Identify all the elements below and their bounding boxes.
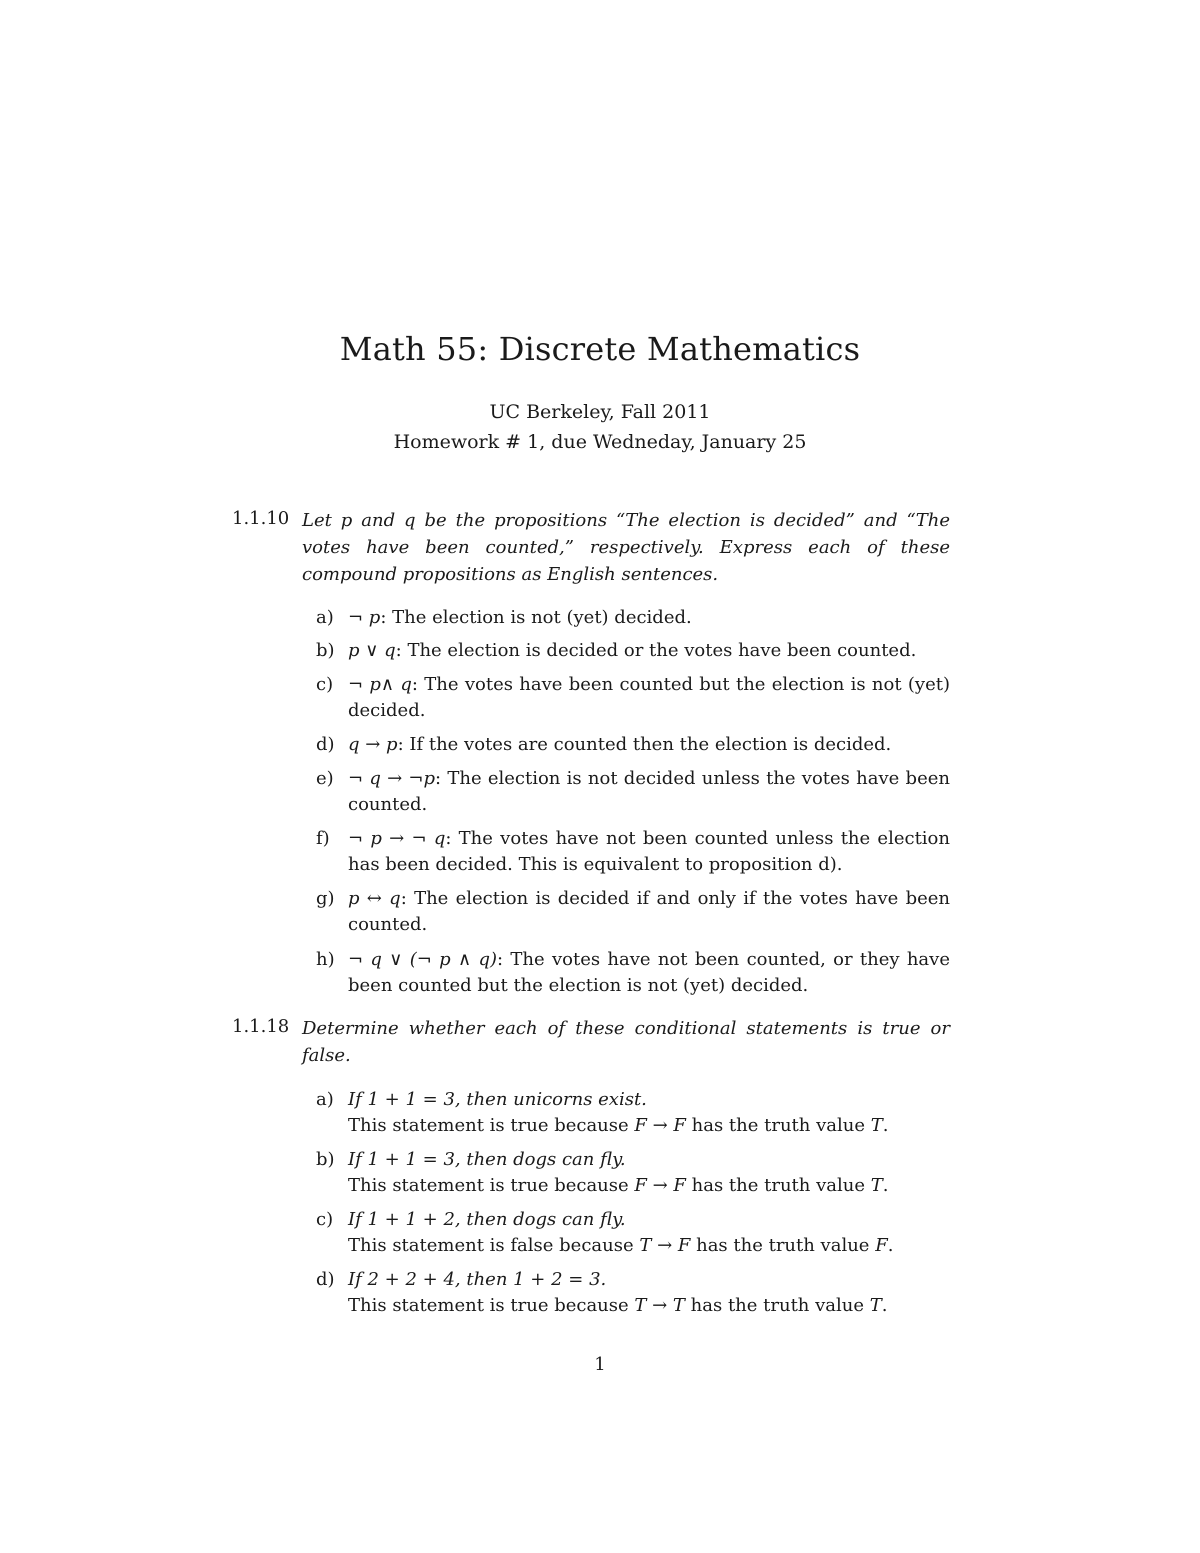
answer-text: . bbox=[887, 1235, 894, 1256]
answer-line bbox=[348, 1293, 950, 1319]
math-expression: ¬ p → ¬ q bbox=[348, 828, 446, 849]
list-item bbox=[316, 1207, 950, 1259]
truth-value: T bbox=[870, 1115, 883, 1136]
math-expression: F → F bbox=[634, 1115, 686, 1136]
item-text: : The votes have not been counted, or they have been counted but the election is not (yet) decided. bbox=[348, 949, 950, 996]
item-label: b) bbox=[316, 640, 335, 661]
conditional-statement: If 1 + 1 = 3, then dogs can fly. bbox=[348, 1149, 626, 1170]
list-item bbox=[316, 638, 950, 664]
answer-text: . bbox=[882, 1115, 889, 1136]
item-label: f) bbox=[316, 828, 330, 849]
item-label: g) bbox=[316, 888, 335, 909]
math-expression: p ↔ q bbox=[348, 888, 401, 909]
answer-line bbox=[348, 1113, 950, 1139]
problem-prompt: Let p and q be the propositions “The election is decided” and “The votes have been counted,” respectively. Express each of these compound propositions as English sentences. bbox=[302, 510, 950, 585]
item-text: : The election is decided if and only if the votes have been counted. bbox=[348, 888, 950, 935]
item-text: : The votes have been counted but the election is not (yet) decided. bbox=[348, 674, 950, 721]
list-item bbox=[316, 732, 950, 758]
problem-number: 1.1.18 bbox=[232, 1016, 290, 1037]
answer-text: This statement is true because bbox=[348, 1175, 635, 1196]
truth-value: F bbox=[875, 1235, 888, 1256]
problem-prompt: Determine whether each of these conditional statements is true or false. bbox=[302, 1018, 950, 1066]
math-expression: q → p bbox=[348, 734, 398, 755]
answer-text: This statement is false because bbox=[348, 1235, 640, 1256]
conditional-statement: If 2 + 2 + 4, then 1 + 2 = 3. bbox=[348, 1269, 607, 1290]
problem-number: 1.1.10 bbox=[232, 508, 290, 529]
math-expression: ¬ p bbox=[348, 607, 381, 628]
item-label: a) bbox=[316, 1089, 334, 1110]
math-expression: p ∨ q bbox=[348, 640, 396, 661]
item-text: : The election is decided or the votes have been counted. bbox=[395, 640, 917, 661]
answer-text: . bbox=[881, 1295, 888, 1316]
math-expression: ¬ q → ¬p bbox=[348, 768, 436, 789]
item-text: : If the votes are counted then the election is decided. bbox=[397, 734, 892, 755]
page-title: Math 55: Discrete Mathematics bbox=[339, 330, 861, 368]
homework-info: Homework # 1, due Wedneday, January 25 bbox=[393, 431, 807, 453]
answer-text: has the truth value bbox=[685, 1115, 871, 1136]
list-item bbox=[316, 1147, 950, 1199]
item-text: : The votes have not been counted unless the election has been decided. This is equivalent to proposition d). bbox=[348, 828, 950, 875]
answer-text: has the truth value bbox=[685, 1175, 871, 1196]
answer-text: has the truth value bbox=[690, 1235, 876, 1256]
item-label: d) bbox=[316, 1269, 335, 1290]
course-info: UC Berkeley, Fall 2011 bbox=[489, 401, 711, 423]
item-text: : The election is not decided unless the votes have been counted. bbox=[348, 768, 950, 815]
truth-value: T bbox=[870, 1175, 883, 1196]
list-item bbox=[316, 947, 950, 999]
answer-text: . bbox=[882, 1175, 889, 1196]
item-label: d) bbox=[316, 734, 335, 755]
item-label: c) bbox=[316, 1209, 334, 1230]
answer-text: has the truth value bbox=[684, 1295, 870, 1316]
item-text: : The election is not (yet) decided. bbox=[380, 607, 692, 628]
list-item bbox=[316, 766, 950, 818]
answer-text: This statement is true because bbox=[348, 1115, 635, 1136]
list-item bbox=[316, 1267, 950, 1319]
page-number: 1 bbox=[594, 1354, 606, 1375]
math-expression: T → F bbox=[639, 1235, 691, 1256]
math-expression: ¬ q ∨ (¬ p ∧ q) bbox=[348, 949, 498, 970]
list-item bbox=[316, 605, 950, 631]
item-label: h) bbox=[316, 949, 335, 970]
answer-text: This statement is true because bbox=[348, 1295, 635, 1316]
truth-value: T bbox=[869, 1295, 882, 1316]
math-expression: T → T bbox=[634, 1295, 685, 1316]
answer-line bbox=[348, 1233, 950, 1259]
conditional-statement: If 1 + 1 = 3, then unicorns exist. bbox=[348, 1089, 647, 1110]
item-label: c) bbox=[316, 674, 334, 695]
math-expression: F → F bbox=[634, 1175, 686, 1196]
item-label: e) bbox=[316, 768, 334, 789]
item-label: b) bbox=[316, 1149, 335, 1170]
answer-line bbox=[348, 1173, 950, 1199]
list-item bbox=[316, 886, 950, 938]
conditional-statement: If 1 + 1 + 2, then dogs can fly. bbox=[348, 1209, 626, 1230]
item-label: a) bbox=[316, 607, 334, 628]
list-item bbox=[316, 1087, 950, 1139]
list-item bbox=[316, 672, 950, 724]
math-expression: ¬ p∧ q bbox=[348, 674, 412, 695]
list-item bbox=[316, 826, 950, 878]
